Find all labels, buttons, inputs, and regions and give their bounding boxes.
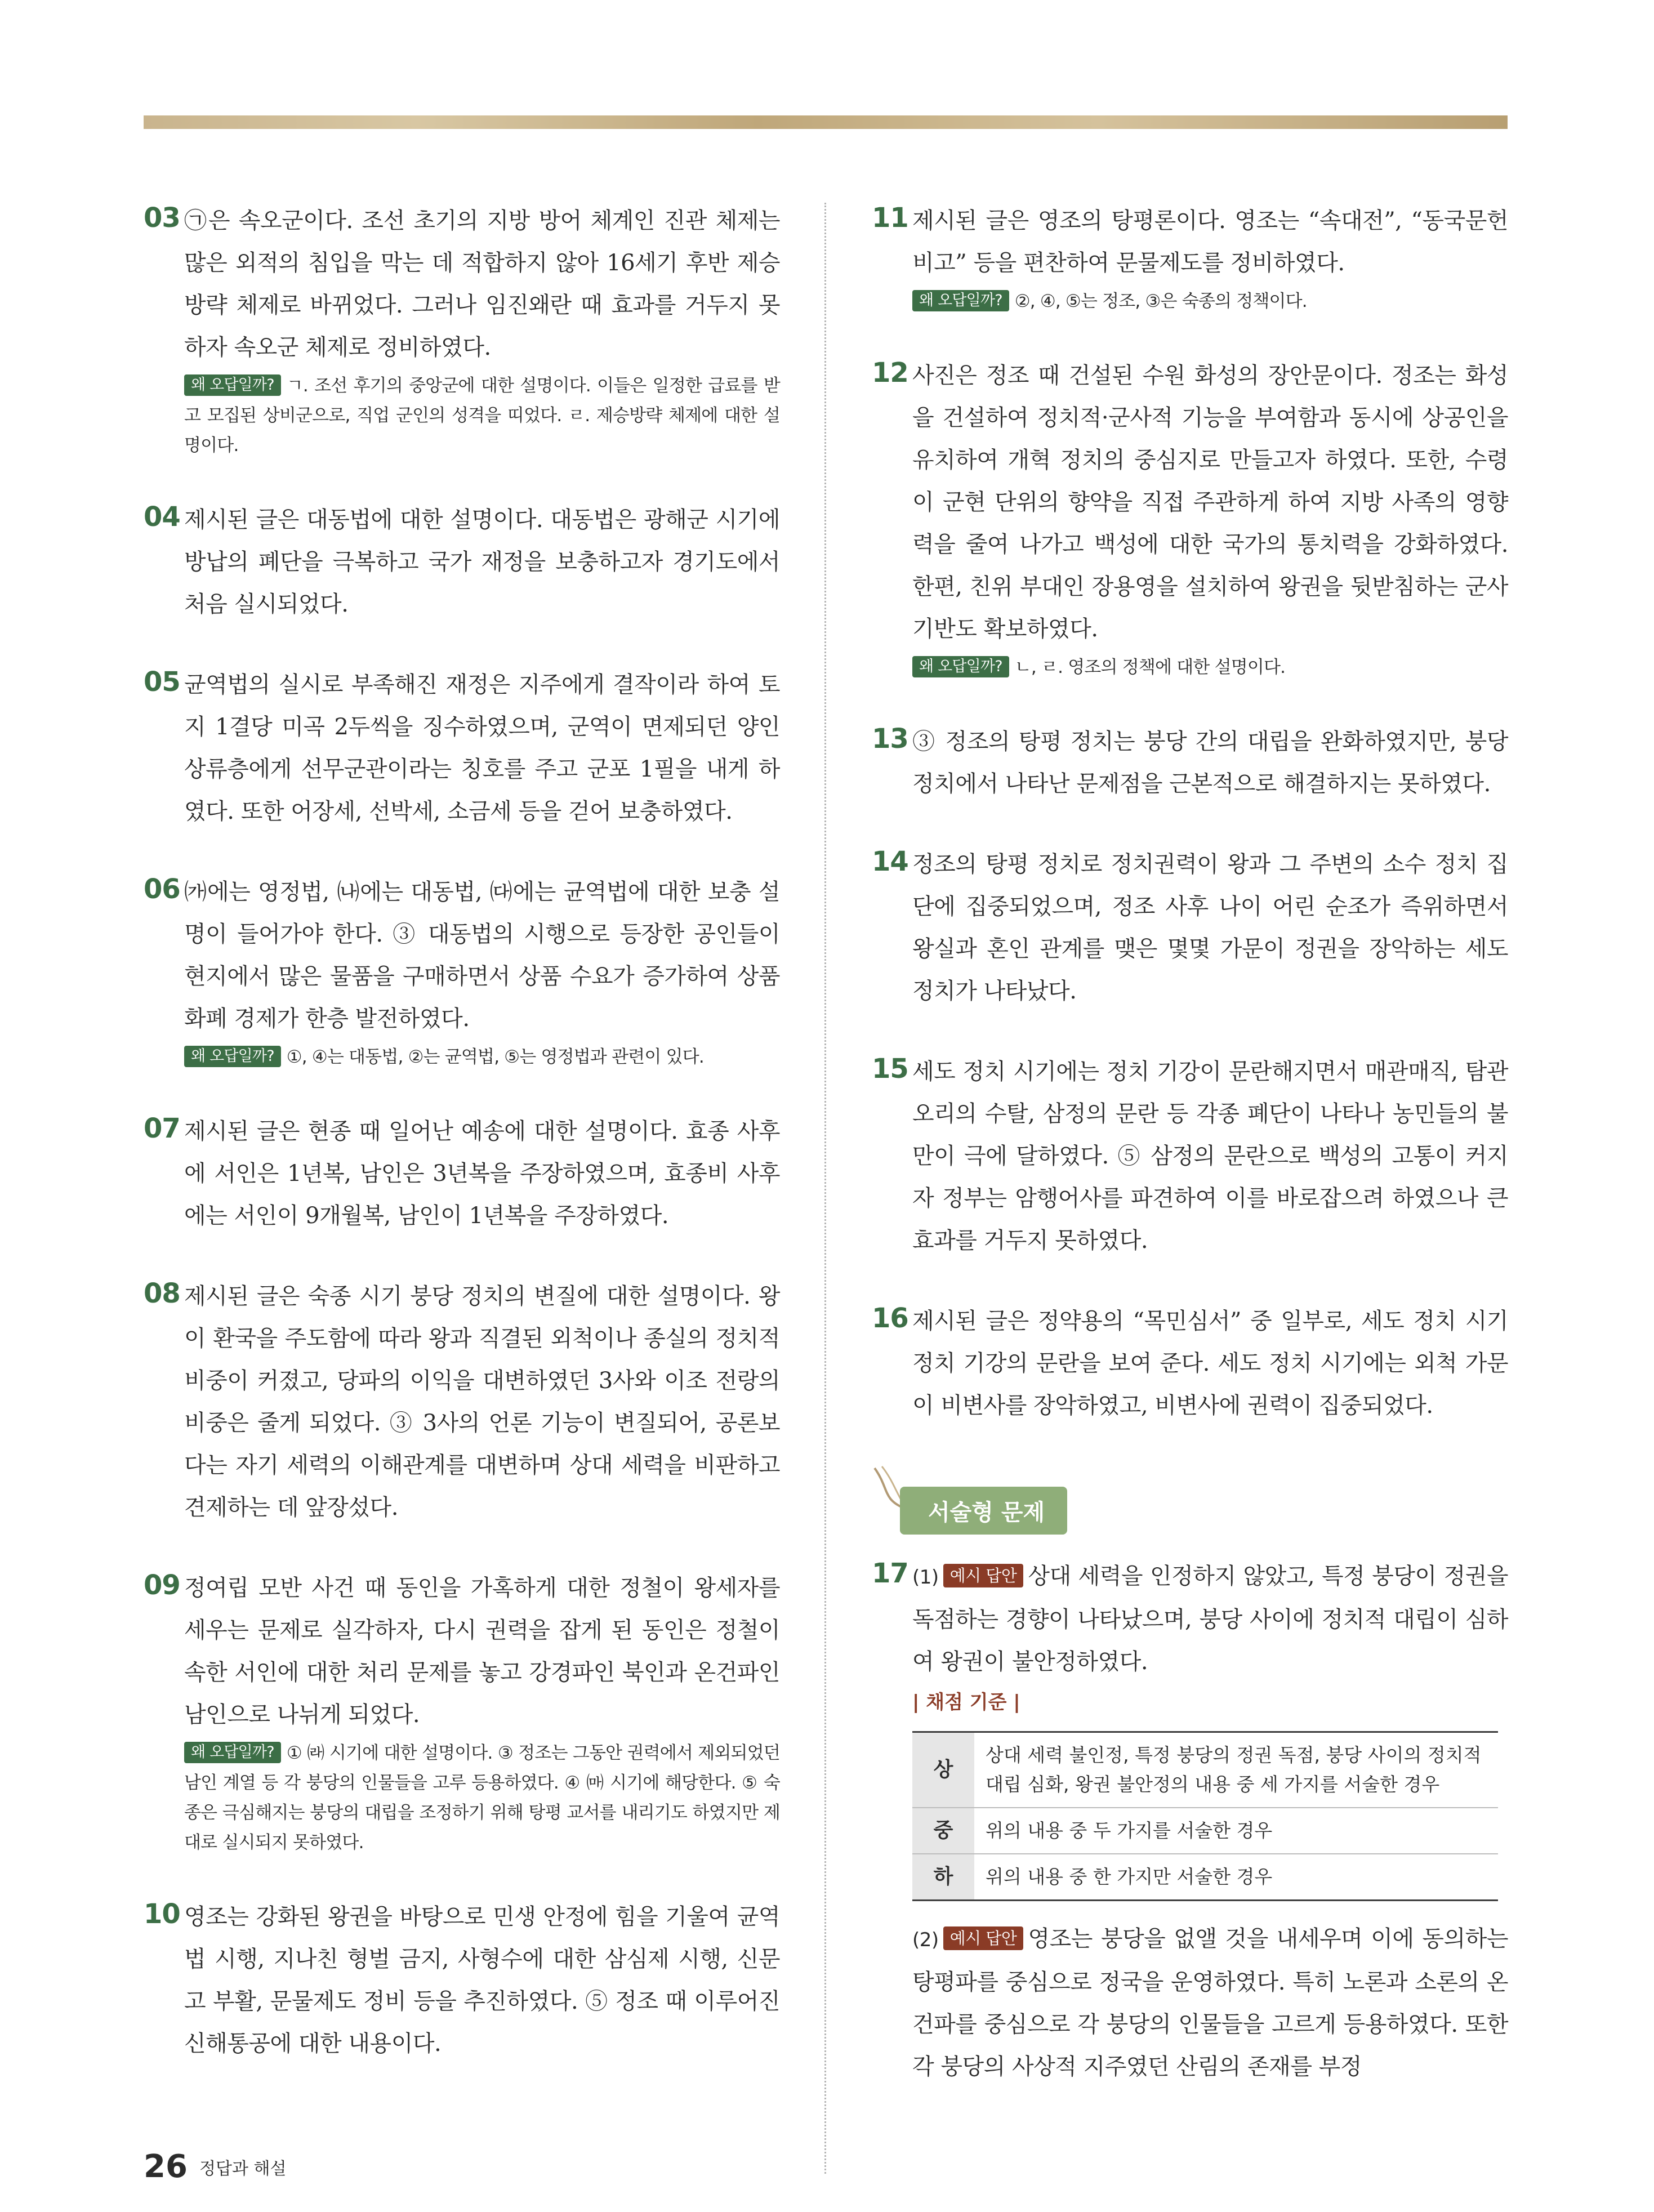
item-number: 08 [144, 1278, 180, 1309]
answer-item-15 [872, 1051, 1508, 1262]
item-17-part1 [912, 1555, 1508, 1683]
why-wrong-badge: 왜 오답일까? [912, 290, 1009, 311]
grading-criteria-table [912, 1731, 1498, 1901]
wrong-answer-note [184, 371, 780, 461]
part1-text: 상대 세력을 인정하지 않았고, 특정 붕당이 정권을 독점하는 경향이 나타났으며, 붕당 사이에 정치적 대립이 심하여 왕권이 불안정하였다. [912, 1563, 1508, 1675]
note-text: ㄴ, ㄹ. 영조의 정책에 대한 설명이다. [1014, 657, 1286, 677]
note-text: ① ㈑ 시기에 대한 설명이다. ③ 정조는 그동안 권력에서 제외되었던 남인 계열 등 각 붕당의 인물들을 고루 등용하였다. ④ ㈒ 시기에 해당한다. ⑤ 숙종은 극심해지는 붕당의 대립을 조정하기 위해 탕평 교서를 내리기도 하였지만 제대로 실시되지 못하였다. [184, 1743, 780, 1853]
answer-item-10 [144, 1896, 780, 2065]
sample-answer-badge: 예시 답안 [943, 1926, 1024, 1950]
page-footer [144, 2148, 286, 2185]
section-title: 서술형 문제 [900, 1487, 1067, 1535]
item-number: 03 [144, 202, 180, 234]
answer-item-13 [872, 721, 1508, 805]
why-wrong-badge: 왜 오답일까? [184, 1742, 281, 1763]
wrong-answer-note [912, 653, 1508, 683]
part2-label: (2) [912, 1929, 939, 1951]
item-number: 05 [144, 666, 180, 698]
item-text: 제시된 글은 대동법에 대한 설명이다. 대동법은 광해군 시기에 방납의 폐단을 극복하고 국가 재정을 보충하고자 경기도에서 처음 실시되었다. [184, 507, 780, 617]
item-text: 제시된 글은 숙종 시기 붕당 정치의 변질에 대한 설명이다. 왕이 환국을 주도함에 따라 왕과 직결된 외척이나 종실의 정치적 비중이 커졌고, 당파의 이익을 대변하였던 3사와 이조 전랑의 비중은 줄게 되었다. ③ 3사의 언론 기능이 변질되어, 공론보다는 자기 세력의 이해관계를 대변하며 상대 세력을 비판하고 견제하는 데 앞장섰다. [184, 1283, 780, 1520]
item-number: 10 [144, 1898, 180, 1930]
item-text: 정여립 모반 사건 때 동인을 가혹하게 대한 정철이 왕세자를 세우는 문제로 실각하자, 다시 권력을 잡게 된 동인은 정철이 속한 서인에 대한 처리 문제를 놓고 강경파인 북인과 온건파인 남인으로 나뉘게 되었다. [184, 1575, 780, 1728]
part2-text: 영조는 붕당을 없앨 것을 내세우며 이에 동의하는 탕평파를 중심으로 정국을 운영하였다. 특히 노론과 소론의 온건파를 중심으로 각 붕당의 인물들을 고르게 등용하였다. 또한 각 붕당의 사상적 지주였던 산림의 존재를 부정 [912, 1926, 1508, 2080]
essay-section-tag [872, 1465, 1508, 1533]
right-column [872, 200, 1508, 2126]
item-number: 11 [872, 202, 908, 234]
item-text: 제시된 글은 영조의 탕평론이다. 영조는 “속대전”, “동국문헌비고” 등을 편찬하여 문물제도를 정비하였다. [912, 208, 1508, 276]
column-divider [824, 203, 826, 2174]
page-number: 26 [144, 2148, 188, 2185]
item-text: 제시된 글은 정약용의 “목민심서” 중 일부로, 세도 정치 시기 정치 기강의 문란을 보여 준다. 세도 정치 시기에는 외척 가문이 비변사를 장악하였고, 비변사에 권력이 집중되었다. [912, 1308, 1508, 1419]
answer-item-08 [144, 1276, 780, 1529]
criteria-grade: 중 [912, 1808, 974, 1854]
item-text: ㉠은 속오군이다. 조선 초기의 지방 방어 체계인 진관 체제는 많은 외적의 침입을 막는 데 적합하지 않아 16세기 후반 제승방략 체제로 바뀌었다. 그러나 임진왜란 때 효과를 거두지 못하자 속오군 체제로 정비하였다. [184, 208, 780, 360]
sample-answer-badge: 예시 답안 [943, 1564, 1024, 1587]
item-number: 07 [144, 1113, 180, 1144]
wrong-answer-note [184, 1738, 780, 1858]
criteria-title: | 채점 기준 | [912, 1691, 1020, 1714]
answer-item-12 [872, 355, 1508, 683]
answer-item-04 [144, 499, 780, 626]
item-text: 세도 정치 시기에는 정치 기강이 문란해지면서 매관매직, 탐관오리의 수탈, 삼정의 문란 등 각종 폐단이 나타나 농민들의 불만이 극에 달하였다. ⑤ 삼정의 문란으로 백성의 고통이 커지자 정부는 암행어사를 파견하여 이를 바로잡으려 하였으나 큰 효과를 거두지 못하였다. [912, 1059, 1508, 1254]
item-text: 균역법의 실시로 부족해진 재정은 지주에게 결작이라 하여 토지 1결당 미곡 2두씩을 징수하였으며, 군역이 면제되던 양인 상류층에게 선무군관이라는 칭호를 주고 군포 1필을 내게 하였다. 또한 어장세, 선박세, 소금세 등을 걷어 보충하였다. [184, 672, 780, 824]
wrong-answer-note [184, 1042, 780, 1072]
criteria-grade: 하 [912, 1854, 974, 1901]
left-column [144, 200, 780, 2103]
part1-label: (1) [912, 1566, 939, 1589]
criteria-desc: 위의 내용 중 두 가지를 서술한 경우 [974, 1808, 1498, 1854]
item-number: 17 [872, 1558, 908, 1589]
answer-item-11 [872, 200, 1508, 316]
note-text: ①, ④는 대동법, ②는 균역법, ⑤는 영정법과 관련이 있다. [286, 1047, 704, 1067]
criteria-row [912, 1808, 1498, 1854]
item-text: 사진은 정조 때 건설된 수원 화성의 장안문이다. 정조는 화성을 건설하여 정치적·군사적 기능을 부여함과 동시에 상공인을 유치하여 개혁 정치의 중심지로 만들고자 하였다. 또한, 수령이 군현 단위의 향약을 직접 주관하게 하여 지방 사족의 영향력을 줄여 나가고 백성에 대한 국가의 통치력을 강화하였다. 한편, 친위 부대인 장용영을 설치하여 왕권을 뒷받침하는 군사 기반도 확보하였다. [912, 363, 1508, 642]
item-text: 제시된 글은 현종 때 일어난 예송에 대한 설명이다. 효종 사후에 서인은 1년복, 남인은 3년복을 주장하였으며, 효종비 사후에는 서인이 9개월복, 남인이 1년복을 주장하였다. [184, 1118, 780, 1229]
criteria-grade: 상 [912, 1732, 974, 1808]
answer-item-14 [872, 844, 1508, 1013]
answer-item-05 [144, 664, 780, 833]
item-text: 정조의 탕평 정치로 정치권력이 왕과 그 주변의 소수 정치 집단에 집중되었으며, 정조 사후 나이 어린 순조가 즉위하면서 왕실과 혼인 관계를 맺은 몇몇 가문이 정권을 장악하는 세도 정치가 나타났다. [912, 851, 1508, 1004]
criteria-row [912, 1854, 1498, 1901]
answer-item-09 [144, 1567, 780, 1858]
item-text: ㈎에는 영정법, ㈏에는 대동법, ㈐에는 균역법에 대한 보충 설명이 들어가야 한다. ③ 대동법의 시행으로 등장한 공인들이 현지에서 많은 물품을 구매하면서 상품 수요가 증가하여 상품 화폐 경제가 한층 발전하였다. [184, 879, 780, 1032]
item-number: 13 [872, 723, 908, 755]
answer-item-17-part2 [872, 1918, 1508, 2088]
answer-item-16 [872, 1300, 1508, 1427]
criteria-desc: 상대 세력 불인정, 특정 붕당의 정권 독점, 붕당 사이의 정치적 대립 심화, 왕권 불안정의 내용 중 세 가지를 서술한 경우 [974, 1732, 1498, 1808]
item-number: 06 [144, 873, 180, 905]
item-number: 12 [872, 357, 908, 389]
item-number: 14 [872, 846, 908, 877]
answer-item-17 [872, 1555, 1508, 1714]
criteria-desc: 위의 내용 중 한 가지만 서술한 경우 [974, 1854, 1498, 1901]
top-decorative-band [144, 115, 1508, 129]
why-wrong-badge: 왜 오답일까? [184, 1046, 281, 1067]
criteria-row [912, 1732, 1498, 1808]
page-label: 정답과 해설 [199, 2159, 287, 2179]
answer-item-07 [144, 1111, 780, 1237]
note-text: ②, ④, ⑤는 정조, ③은 숙종의 정책이다. [1014, 291, 1307, 311]
answer-item-06 [144, 871, 780, 1072]
note-text: ㄱ. 조선 후기의 중앙군에 대한 설명이다. 이들은 일정한 급료를 받고 모집된 상비군으로, 직업 군인의 성격을 띠었다. ㄹ. 제승방략 체제에 대한 설명이다. [184, 376, 780, 456]
answer-item-03 [144, 200, 780, 461]
item-number: 09 [144, 1569, 180, 1601]
item-17-part2 [912, 1918, 1508, 2088]
why-wrong-badge: 왜 오답일까? [184, 374, 281, 396]
wrong-answer-note [912, 287, 1508, 316]
item-number: 16 [872, 1303, 908, 1334]
why-wrong-badge: 왜 오답일까? [912, 656, 1009, 677]
item-number: 15 [872, 1053, 908, 1085]
item-number: 04 [144, 501, 180, 533]
item-text: ③ 정조의 탕평 정치는 붕당 간의 대립을 완화하였지만, 붕당 정치에서 나타난 문제점을 근본적으로 해결하지는 못하였다. [912, 729, 1508, 797]
item-text: 영조는 강화된 왕권을 바탕으로 민생 안정에 힘을 기울여 균역법 시행, 지나친 형벌 금지, 사형수에 대한 삼심제 시행, 신문고 부활, 문물제도 정비 등을 추진하였다. ⑤ 정조 때 이루어진 신해통공에 대한 내용이다. [184, 1904, 780, 2057]
